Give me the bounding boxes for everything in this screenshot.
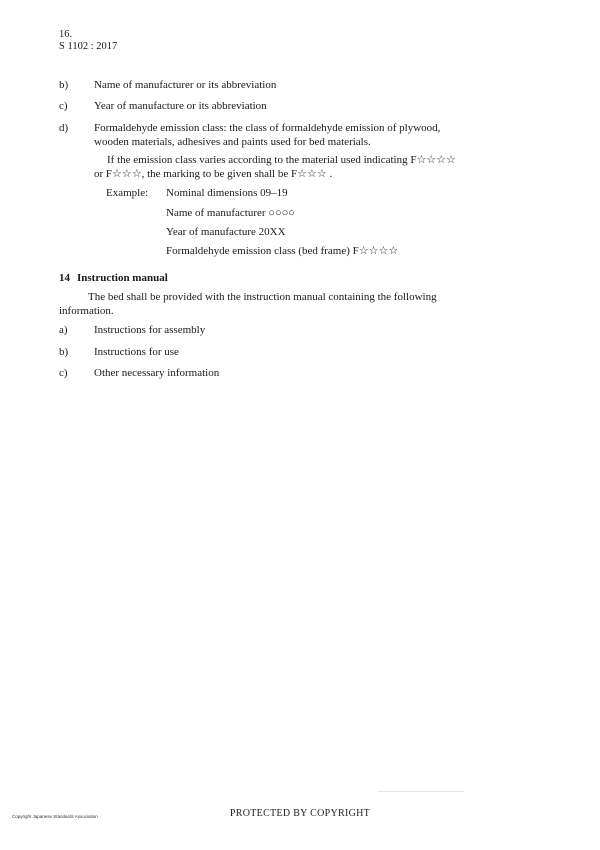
example-row: Nominal dimensions 09–19 — [166, 187, 288, 199]
list-item-text-cont: wooden materials, adhesives and paints used for bed materials. — [94, 136, 371, 148]
list-item-text: Instructions for assembly — [94, 324, 206, 336]
standard-id: S 1102 : 2017 — [59, 41, 118, 52]
example-row: Formaldehyde emission class (bed frame) F☆☆☆☆ — [166, 245, 399, 257]
example-row: Year of manufacture 20XX — [166, 226, 286, 238]
list-item-tag: b) — [59, 346, 69, 358]
footer-protected: PROTECTED BY COPYRIGHT — [229, 808, 371, 819]
divider — [378, 791, 464, 792]
list-item-tag: b) — [59, 79, 69, 91]
page-number: 16. — [59, 29, 73, 40]
section-title: Instruction manual — [77, 272, 168, 284]
footer-copyright: Copyright Japanese Standards Association — [12, 814, 98, 819]
note-line-2: or F☆☆☆, the marking to be given shall be F☆☆☆ . — [94, 168, 333, 180]
list-item-text: Instructions for use — [94, 346, 179, 358]
note-line-1: If the emission class varies according to the material used indicating F☆☆☆☆ — [107, 154, 456, 166]
list-item-text: Year of manufacture or its abbreviation — [94, 100, 267, 112]
list-item-tag: c) — [59, 100, 68, 112]
list-item-text: Formaldehyde emission class: the class of formaldehyde emission of plywood, — [94, 122, 441, 134]
example-label: Example: — [106, 187, 149, 199]
list-item-tag: a) — [59, 324, 68, 336]
section-paragraph-cont: information. — [59, 305, 114, 317]
section-paragraph: The bed shall be provided with the instruction manual containing the following — [88, 291, 437, 303]
list-item-tag: d) — [59, 122, 69, 134]
list-item-text: Name of manufacturer or its abbreviation — [94, 79, 277, 91]
section-number: 14 — [59, 272, 70, 284]
example-row: Name of manufacturer ○○○○ — [166, 207, 295, 219]
list-item-text: Other necessary information — [94, 367, 220, 379]
list-item-tag: c) — [59, 367, 68, 379]
